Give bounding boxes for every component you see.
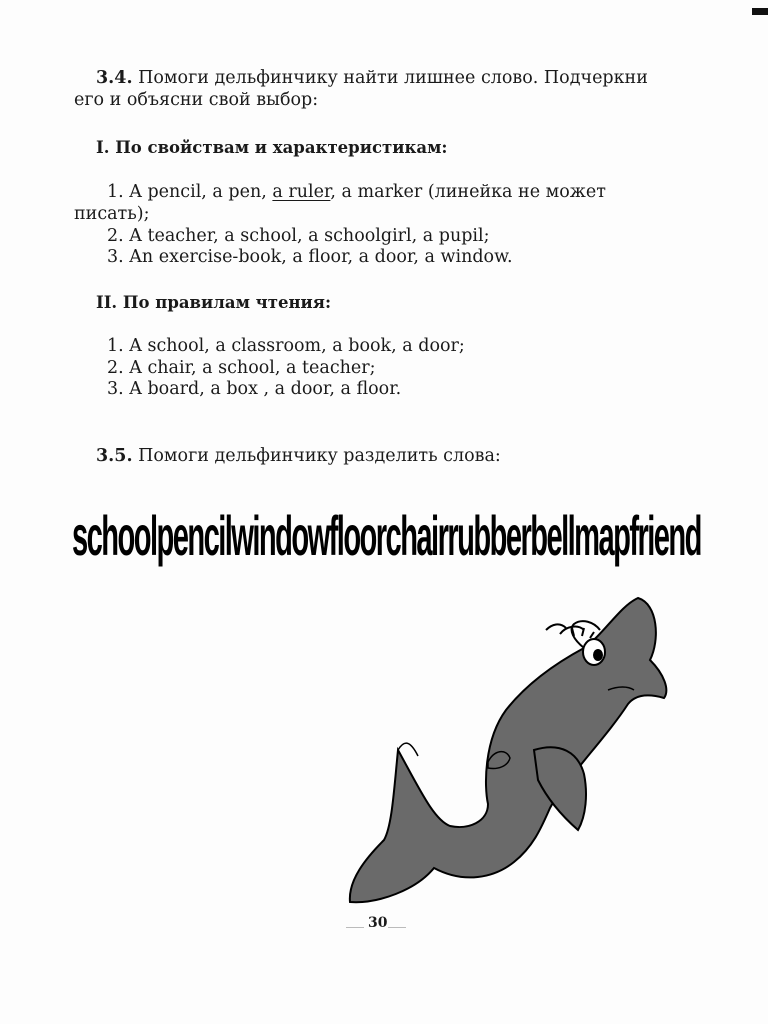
item-text-start: A pencil, a pen,: [129, 182, 273, 202]
task-3-5-title: [96, 446, 501, 467]
page-number-rule-left: [346, 927, 364, 928]
item-text: A chair, a school, a teacher;: [129, 358, 376, 378]
page-number: 30: [368, 915, 388, 931]
item-number: 2.: [107, 358, 124, 378]
item-text: A school, a classroom, a book, a door;: [129, 336, 465, 356]
task-3-4-title-continued: его и объясни свой выбор:: [74, 90, 319, 110]
section-2-item-1: [107, 336, 465, 357]
task-number: 3.4.: [96, 68, 133, 88]
item-text: A teacher, a school, a schoolgirl, a pupil;: [129, 226, 490, 246]
section-1-item-1-continued: писать);: [74, 204, 150, 224]
section-1-item-1: [107, 182, 606, 203]
item-number: 3.: [107, 247, 124, 267]
section-1-item-3: [107, 247, 513, 268]
underlined-answer: a ruler: [272, 182, 331, 202]
section-2-item-2: [107, 358, 376, 379]
item-text-end: , a marker (линейка не может: [330, 182, 606, 202]
item-text: A board, a box , a door, a floor.: [129, 379, 402, 399]
item-text: An exercise-book, a floor, a door, a window.: [129, 247, 513, 267]
item-number: 1.: [107, 336, 124, 356]
task-instruction: Помоги дельфинчику найти лишнее слово. Подчеркни: [138, 68, 648, 88]
item-number: 2.: [107, 226, 124, 246]
section-1-item-2: [107, 226, 490, 247]
section-2-heading: II. По правилам чтения:: [96, 293, 332, 312]
task-3-4-title: [96, 68, 648, 89]
word-chain-puzzle: schoolpencilwindowfloorchairrubberbellmapfriend: [72, 504, 701, 567]
scan-corner-mark: [752, 8, 768, 15]
section-2-item-3: [107, 379, 401, 400]
item-number: 3.: [107, 379, 124, 399]
item-number: 1.: [107, 182, 124, 202]
section-1-heading: I. По свойствам и характеристикам:: [96, 138, 448, 157]
page-number-rule-right: [388, 927, 406, 928]
dolphin-icon: [338, 590, 678, 910]
task-instruction: Помоги дельфинчику разделить слова:: [138, 446, 501, 466]
task-number: 3.5.: [96, 446, 133, 466]
